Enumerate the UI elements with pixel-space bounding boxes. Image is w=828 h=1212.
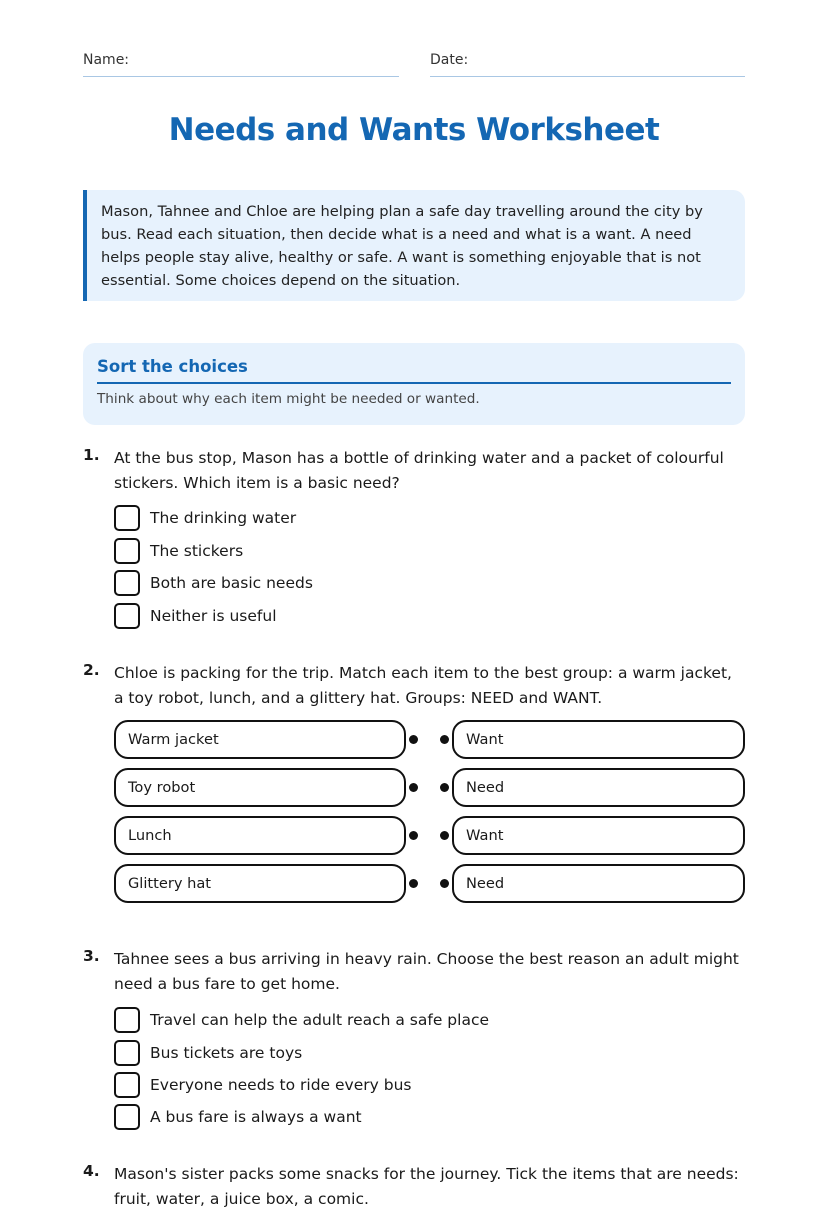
option-label: The drinking water (150, 509, 297, 527)
answer-option[interactable] (114, 570, 313, 596)
match-item[interactable]: Glittery hat (114, 864, 406, 903)
match-dot[interactable] (440, 735, 449, 744)
section-header (83, 343, 745, 425)
match-dot[interactable] (409, 831, 418, 840)
match-dot[interactable] (409, 879, 418, 888)
option-label: Bus tickets are toys (150, 1044, 303, 1062)
checkbox[interactable] (114, 538, 140, 564)
question-number: 1. (83, 446, 100, 464)
option-label: Both are basic needs (150, 574, 313, 592)
question-number: 4. (83, 1162, 100, 1180)
match-dot[interactable] (409, 735, 418, 744)
checkbox[interactable] (114, 1104, 140, 1130)
checkbox[interactable] (114, 505, 140, 531)
intro-callout: Mason, Tahnee and Chloe are helping plan a safe day travelling around the city by bus. Read each situation, then decide what is a need and what is a want. A need helps people stay alive, healthy or safe. A want is something enjoyable that is not essential. Some choices depend on the situation. (83, 190, 745, 301)
match-group[interactable]: Want (452, 816, 745, 855)
checkbox[interactable] (114, 1007, 140, 1033)
match-group[interactable]: Need (452, 768, 745, 807)
match-item[interactable]: Warm jacket (114, 720, 406, 759)
question-number: 3. (83, 947, 100, 965)
option-label: Neither is useful (150, 607, 277, 625)
answer-option[interactable] (114, 1104, 362, 1130)
question-number: 2. (83, 661, 100, 679)
match-dot[interactable] (440, 879, 449, 888)
match-group[interactable]: Need (452, 864, 745, 903)
question-text: Tahnee sees a bus arriving in heavy rain. Choose the best reason an adult might need a bus fare to get home. (114, 950, 739, 993)
question-text: Chloe is packing for the trip. Match each item to the best group: a warm jacket, a toy robot, lunch, and a glittery hat. Groups: NEED and WANT. (114, 664, 732, 707)
answer-option[interactable] (114, 1072, 411, 1098)
question-text: At the bus stop, Mason has a bottle of drinking water and a packet of colourful stickers. Which item is a basic need? (114, 449, 724, 492)
match-dot[interactable] (409, 783, 418, 792)
option-label: The stickers (150, 542, 244, 560)
name-field[interactable] (83, 52, 399, 77)
match-item[interactable]: Lunch (114, 816, 406, 855)
checkbox[interactable] (114, 1072, 140, 1098)
section-subtitle: Think about why each item might be needed or wanted. (97, 391, 480, 407)
name-label: Name: (83, 52, 130, 68)
date-label: Date: (430, 52, 469, 68)
checkbox[interactable] (114, 1040, 140, 1066)
answer-option[interactable] (114, 505, 296, 531)
answer-option[interactable] (114, 603, 277, 629)
answer-option[interactable] (114, 1040, 302, 1066)
answer-option[interactable] (114, 538, 243, 564)
worksheet-title: Needs and Wants Worksheet (168, 112, 660, 148)
checkbox[interactable] (114, 603, 140, 629)
match-group[interactable]: Want (452, 720, 745, 759)
section-title: Sort the choices (97, 357, 731, 384)
match-dot[interactable] (440, 783, 449, 792)
question-text: Mason's sister packs some snacks for the journey. Tick the items that are needs: fruit, water, a juice box, a comic. (114, 1165, 739, 1208)
date-field[interactable] (430, 52, 745, 77)
match-dot[interactable] (440, 831, 449, 840)
answer-option[interactable] (114, 1007, 489, 1033)
option-label: A bus fare is always a want (150, 1108, 362, 1126)
checkbox[interactable] (114, 570, 140, 596)
option-label: Travel can help the adult reach a safe place (150, 1011, 490, 1029)
match-item[interactable]: Toy robot (114, 768, 406, 807)
name-date-row (83, 52, 745, 78)
option-label: Everyone needs to ride every bus (150, 1076, 412, 1094)
